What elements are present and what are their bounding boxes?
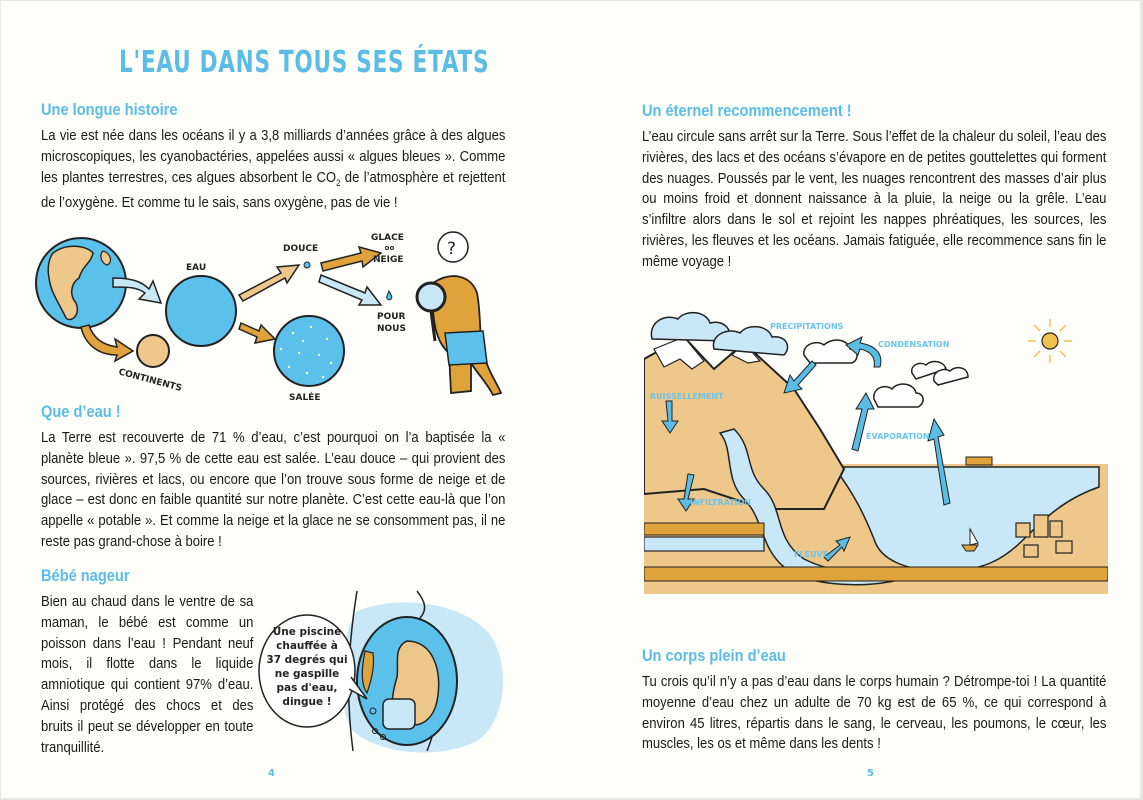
ship	[966, 457, 992, 465]
label-evaporation: ÉVAPORATION	[866, 432, 930, 441]
arrow-to-ice	[321, 247, 381, 271]
sun-icon	[1028, 319, 1072, 363]
speech-line-6: dingue !	[282, 696, 332, 708]
water-drop-icon	[387, 291, 392, 300]
label-fleuve: FLEUVE	[794, 550, 829, 559]
page-number-left: 4	[268, 768, 275, 779]
water-circle	[166, 276, 236, 346]
label-nous: NOUS	[377, 324, 406, 334]
heading-un-corps-plein-d-eau: Un corps plein d’eau	[642, 646, 786, 665]
speech-line-2: chauffée à	[276, 640, 338, 652]
baby-in-womb-illustration	[257, 581, 517, 761]
salt-water-circle	[274, 316, 344, 386]
paragraph-que-d-eau: La Terre est recouverte de 71 % d’eau, c’est pourquoi on l’a baptisée la « planète bleue ». 97,5 % de cette eau est salée. L’eau douce – qui provient des sources, rivières et lacs, ou encore que l’on trouve sous forme de neige et de glace – est donc en faible quantité sur notre planète. C’est cette eau-là que l’on appelle « potable ». Et comme la neige et la glace ne se consomment pas, il ne reste pas grand-chose à boire !	[41, 429, 506, 550]
water-distribution-diagram	[31, 223, 511, 403]
heading-bebe-nageur: Bébé nageur	[41, 566, 130, 585]
arrow-to-fresh-water	[239, 265, 299, 301]
water-cycle-illustration	[644, 309, 1108, 594]
label-eau: EAU	[186, 263, 207, 273]
label-ruissellement: RUISSELLEMENT	[650, 392, 724, 401]
heading-un-eternel-recommencement: Un éternel recommencement !	[642, 101, 852, 120]
groundwater	[644, 537, 764, 551]
paragraph-bebe-nageur: Bien au chaud dans le ventre de sa maman, le bébé est comme un poisson dans l’eau ! Pendant neuf mois, il flotte dans le liquide amniotique qui contient 97% d’eau. Ainsi protégé des chocs et des bruits il peut se développer en toute tranquillité.	[41, 593, 254, 756]
arrow-to-continents	[81, 325, 133, 361]
page-number-right: 5	[867, 768, 874, 779]
speech-line-3: 37 degrés qui	[266, 654, 348, 666]
paragraph-une-longue-histoire: La vie est née dans les océans il y a 3,8 milliards d’années grâce à des algues microscopiques, les cyanobactéries, appelées aussi « algues bleues ». Comme les plantes terrestres, ces algues absorbent le $CO_2$ de l’atmosphère et rejettent de l’oxygène. Et comme tu le sais, sans oxygène, pas de vie !	[41, 127, 506, 212]
label-glace: GLACE	[371, 233, 404, 243]
label-salee: SALÉE	[289, 393, 321, 403]
label-neige: NEIGE	[373, 255, 404, 265]
label-continents: CONTINENTS	[117, 367, 183, 394]
continents-circle	[137, 335, 169, 367]
paragraph-un-eternel-recommencement: L’eau circule sans arrêt sur la Terre. Sous l’effet de la chaleur du soleil, l’eau des rivières, des lacs et des océans s’évapore en de petites gouttelettes qui forment des nuages. Poussés par le vent, les nuages rencontrent des masses d’air plus ou moins froid et donnent naissance à la pluie, la neige ou la grêle. L’eau s’infiltre alors dans le sol et rejoint les nappes phréatiques, les sources, les rivières, les fleuves et les océans. Jamais fatiguée, elle recommence sans fin le même voyage !	[642, 128, 1107, 270]
paragraph-un-corps-plein-d-eau: Tu crois qu’il n’y a pas d’eau dans le corps humain ? Détrompe-toi ! La quantité moyenne d’eau chez un adulte de 70 kg est de 65 %, ce qui correspond à environ 45 litres, répartis dans le sang, le cerveau, les poumons, le cœur, les muscles, les os et même dans les dents !	[642, 673, 1107, 753]
heading-que-d-eau: Que d’eau !	[41, 402, 121, 421]
speech-line-1: Une piscine	[272, 626, 342, 638]
main-title: L'EAU DANS TOUS SES ÉTATS	[119, 45, 490, 80]
book-spread	[1, 1, 1140, 798]
heading-une-longue-histoire: Une longue histoire	[41, 100, 178, 119]
label-condensation: CONDENSATION	[878, 340, 950, 349]
question-mark: ?	[447, 239, 457, 259]
label-douce: DOUCE	[283, 244, 319, 254]
label-pour: POUR	[377, 312, 406, 322]
speech-line-5: pas d'eau,	[276, 682, 338, 694]
arrow-to-salt-water	[239, 323, 275, 343]
arrow-to-drinking	[319, 275, 381, 305]
fresh-water-dot	[304, 262, 310, 268]
label-infiltration: INFILTRATION	[690, 498, 752, 507]
otter-character-illustration	[417, 276, 501, 395]
label-precipitations: PRÉCIPITATIONS	[770, 322, 844, 331]
speech-line-4: ne gaspille	[274, 668, 340, 680]
